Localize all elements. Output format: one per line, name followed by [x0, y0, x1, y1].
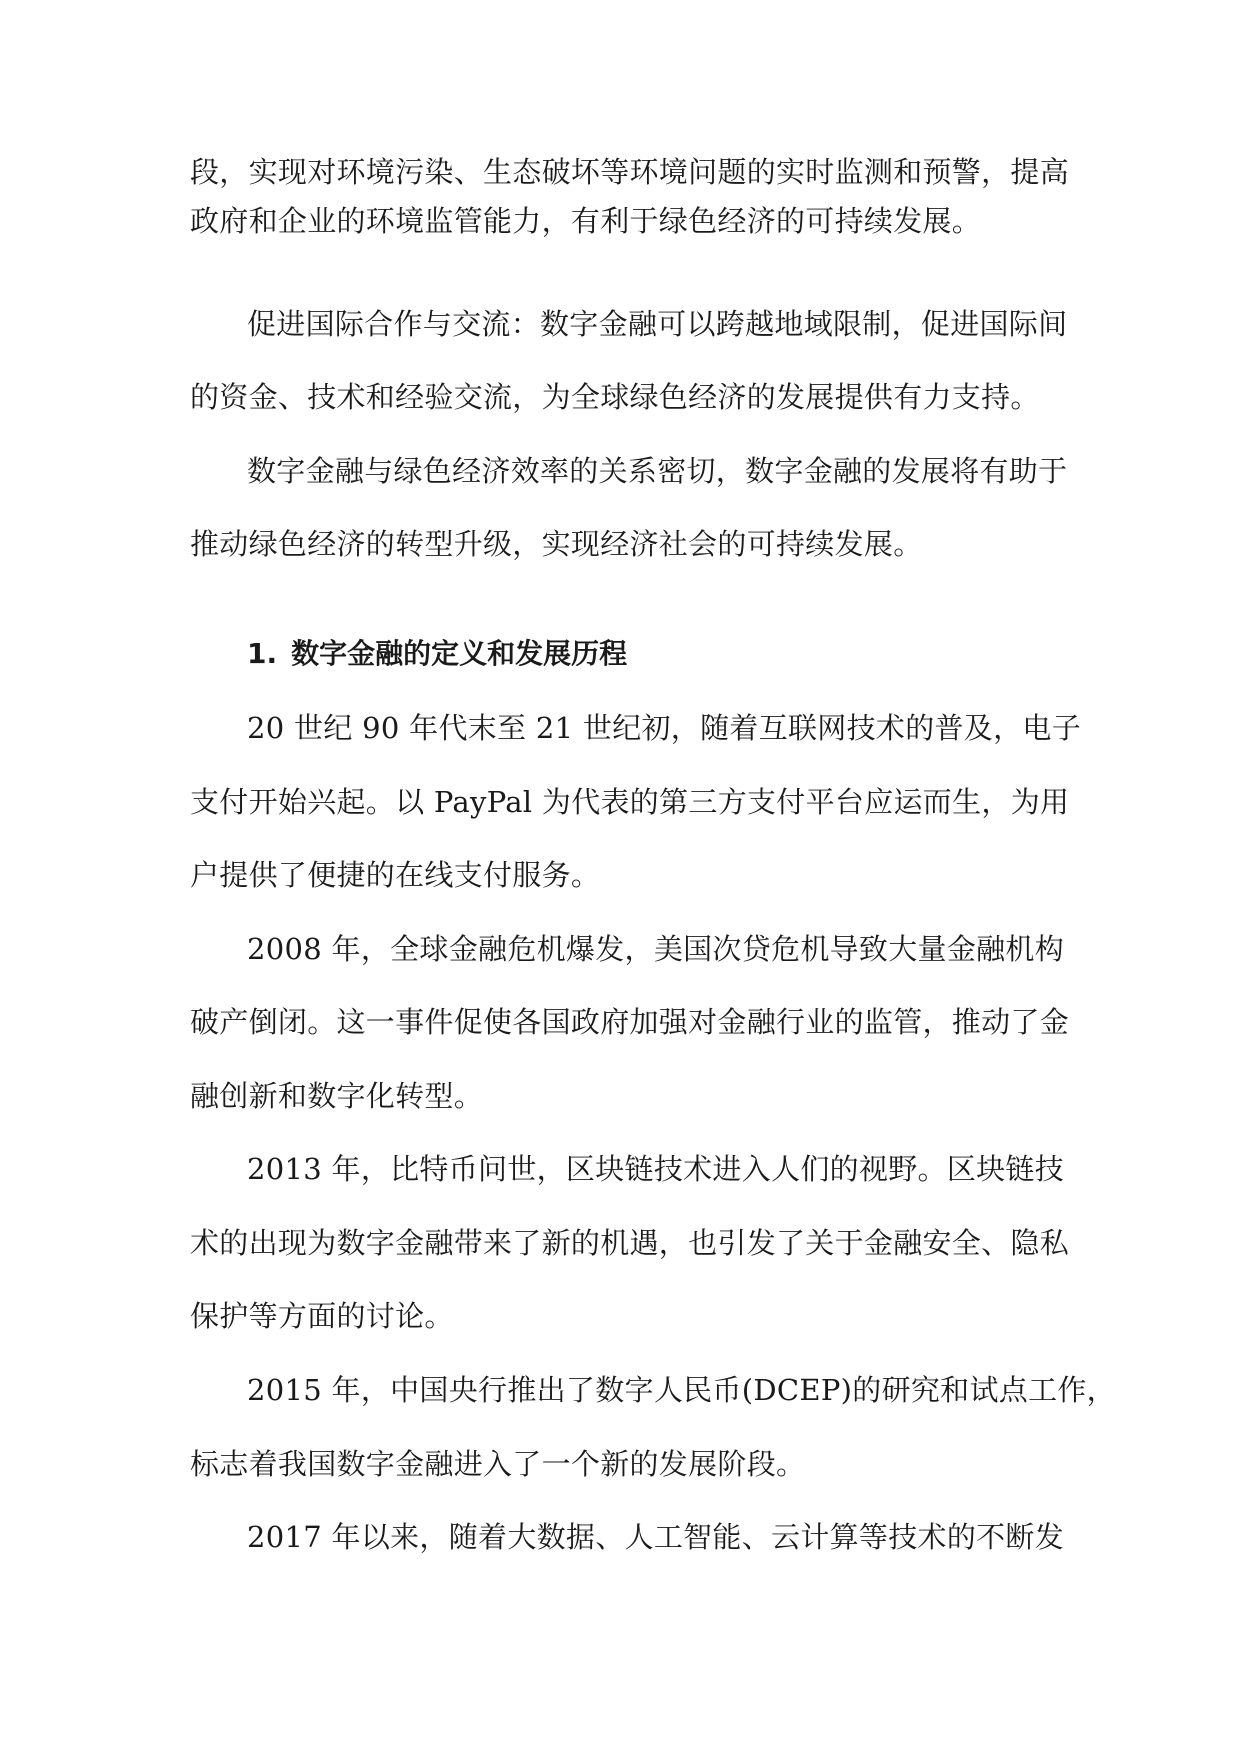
paragraph-first-line: 2008 年，全球金融危机爆发，美国次贷危机导致大量金融机构 [247, 932, 1065, 966]
text-line: 标志着我国数字金融进入了一个新的发展阶段。 [190, 1447, 806, 1481]
text-line: 段，实现对环境污染、生态破坏等环境问题的实时监测和预警，提高 [190, 155, 1070, 189]
paragraph-first-line: 2013 年，比特币问世，区块链技术进入人们的视野。区块链技 [247, 1152, 1065, 1186]
text-line: 保护等方面的讨论。 [190, 1299, 454, 1333]
paragraph-first-line: 20 世纪 90 年代末至 21 世纪初，随着互联网技术的普及，电子 [247, 711, 1081, 745]
paragraph-first-line: 数字金融与绿色经济效率的关系密切，数字金融的发展将有助于 [247, 454, 1068, 488]
text-line: 术的出现为数字金融带来了新的机遇，也引发了关于金融安全、隐私 [190, 1226, 1070, 1260]
section-title: 数字金融的定义和发展历程 [291, 637, 628, 670]
section-heading [247, 634, 627, 674]
text-line: 户提供了便捷的在线支付服务。 [190, 858, 601, 892]
paragraph-first-line: 促进国际合作与交流：数字金融可以跨越地域限制，促进国际间 [247, 307, 1068, 341]
text-line: 破产倒闭。这一事件促使各国政府加强对金融行业的监管，推动了金 [190, 1005, 1070, 1039]
paragraph-first-line: 2017 年以来，随着大数据、人工智能、云计算等技术的不断发 [247, 1520, 1065, 1554]
text-line: 支付开始兴起。以 PayPal 为代表的第三方支付平台应运而生，为用 [190, 785, 1070, 819]
text-line: 融创新和数字化转型。 [190, 1079, 484, 1113]
text-line: 的资金、技术和经验交流，为全球绿色经济的发展提供有力支持。 [190, 380, 1040, 414]
section-number: 1. [247, 637, 278, 670]
text-line: 推动绿色经济的转型升级，实现经济社会的可持续发展。 [190, 527, 923, 561]
text-line: 政府和企业的环境监管能力，有利于绿色经济的可持续发展。 [190, 204, 982, 238]
paragraph-first-line: 2015 年，中国央行推出了数字人民币(DCEP)的研究和试点工作， [247, 1373, 1116, 1407]
